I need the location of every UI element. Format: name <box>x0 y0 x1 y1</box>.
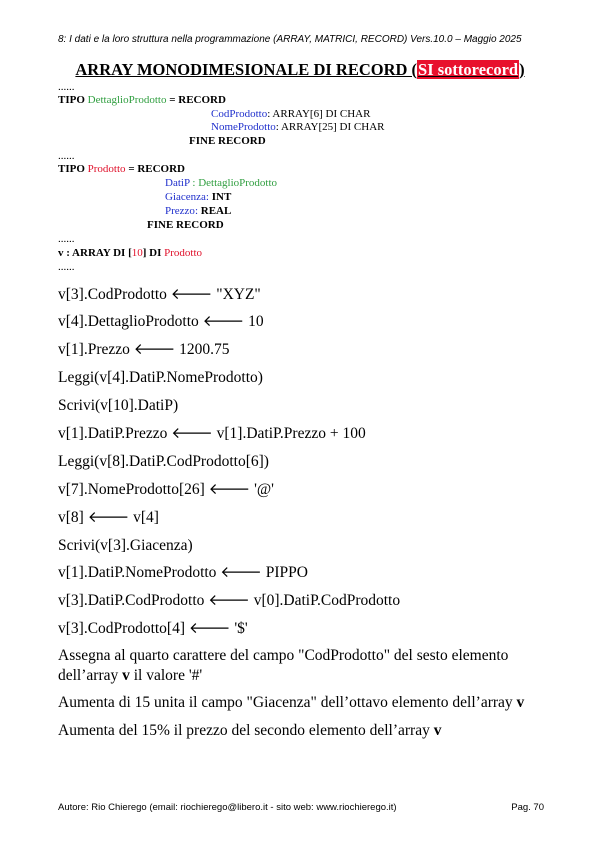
task-1-line-2: dell’array v il valore '#' <box>58 667 203 684</box>
array-v: v <box>122 667 130 684</box>
v-declaration <box>58 247 202 260</box>
field-name: CodProdotto <box>211 108 268 120</box>
ellipsis-1: ...... <box>58 81 75 93</box>
ellipsis-4: ...... <box>58 261 75 273</box>
type-name-prodotto: Prodotto <box>87 163 126 175</box>
type-name-dettaglio: DettaglioProdotto <box>87 94 167 106</box>
v-type: Prodotto <box>164 247 203 259</box>
field-sep: : <box>189 177 199 189</box>
type-prodotto-header <box>58 163 185 176</box>
title-main: ARRAY MONODIMESIONALE DI RECORD ( <box>75 60 418 79</box>
ellipsis-2: ...... <box>58 150 75 162</box>
field-nomeprodotto <box>211 121 384 134</box>
field-name: Prezzo <box>165 205 195 217</box>
tipo-keyword: TIPO <box>58 94 85 106</box>
statement: v[4].DettaglioProdotto 🡐 10 <box>58 313 264 330</box>
field-name: Giacenza <box>165 191 206 203</box>
page-header: 8: I dati e la loro struttura nella programmazione (ARRAY, MATRICI, RECORD) Vers.10.0 – Maggio 2025 <box>58 34 522 45</box>
field-type: REAL <box>200 205 232 217</box>
statement: v[3].DatiP.CodProdotto 🡐 v[0].DatiP.CodProdotto <box>58 592 401 609</box>
task-3: Aumenta del 15% il prezzo del secondo elemento dell’array v <box>58 722 442 739</box>
footer-author: Autore: Rio Chierego (email: riochierego@libero.it - sito web: www.riochierego.it) <box>58 802 397 813</box>
statement: v[1].DatiP.Prezzo 🡐 v[1].DatiP.Prezzo + 100 <box>58 425 366 442</box>
field-prezzo: Prezzo: REAL <box>165 205 232 217</box>
field-type: DettaglioProdotto <box>198 177 278 189</box>
statement: v[8] 🡐 v[4] <box>58 509 159 526</box>
fine-record-2: FINE RECORD <box>147 219 224 231</box>
array-v: v <box>516 694 525 711</box>
field-name: NomeProdotto <box>211 121 276 133</box>
task-2: Aumenta di 15 unita il campo "Giacenza" dell’ottavo elemento dell’array v <box>58 694 525 711</box>
statement: Scrivi(v[3].Giacenza) <box>58 537 193 554</box>
v-size: 10 <box>131 247 143 259</box>
statement: v[7].NomeProdotto[26] 🡐 '@' <box>58 481 274 498</box>
page-footer <box>58 802 544 813</box>
statement: Scrivi(v[10].DatiP) <box>58 397 179 414</box>
title-highlight: SI sottorecord <box>418 60 519 79</box>
statement: v[1].Prezzo 🡐 1200.75 <box>58 341 230 358</box>
field-giacenza: Giacenza: INT <box>165 191 232 203</box>
statement: Leggi(v[8].DatiP.CodProdotto[6]) <box>58 453 269 470</box>
tipo-keyword: TIPO <box>58 163 85 175</box>
page-title <box>0 60 600 80</box>
record-keyword: = RECORD <box>128 163 185 175</box>
field-datip <box>165 177 277 190</box>
statement: v[1].DatiP.NomeProdotto 🡐 PIPPO <box>58 564 308 581</box>
field-type: : ARRAY[6] DI CHAR <box>267 108 371 120</box>
title-close: ) <box>519 60 525 79</box>
field-name: DatiP <box>165 177 190 189</box>
v-decl-prefix: v : ARRAY DI [ <box>58 247 132 259</box>
statement: Leggi(v[4].DatiP.NomeProdotto) <box>58 369 263 386</box>
field-codprodotto <box>211 108 370 121</box>
page-number: Pag. 70 <box>511 802 544 813</box>
statement: v[3].CodProdotto 🡐 "XYZ" <box>58 286 261 303</box>
array-v: v <box>433 722 442 739</box>
task-1-line-1: Assegna al quarto carattere del campo "CodProdotto" del sesto elemento <box>58 647 509 664</box>
ellipsis-3: ...... <box>58 233 75 245</box>
type-dettaglio-header <box>58 94 226 107</box>
field-type: : ARRAY[25] DI CHAR <box>275 121 385 133</box>
record-keyword: = RECORD <box>169 94 226 106</box>
fine-record-1: FINE RECORD <box>189 135 266 147</box>
field-type: INT <box>211 191 232 203</box>
v-decl-mid: ] DI <box>142 247 162 259</box>
statement: v[3].CodProdotto[4] 🡐 '$' <box>58 620 248 637</box>
